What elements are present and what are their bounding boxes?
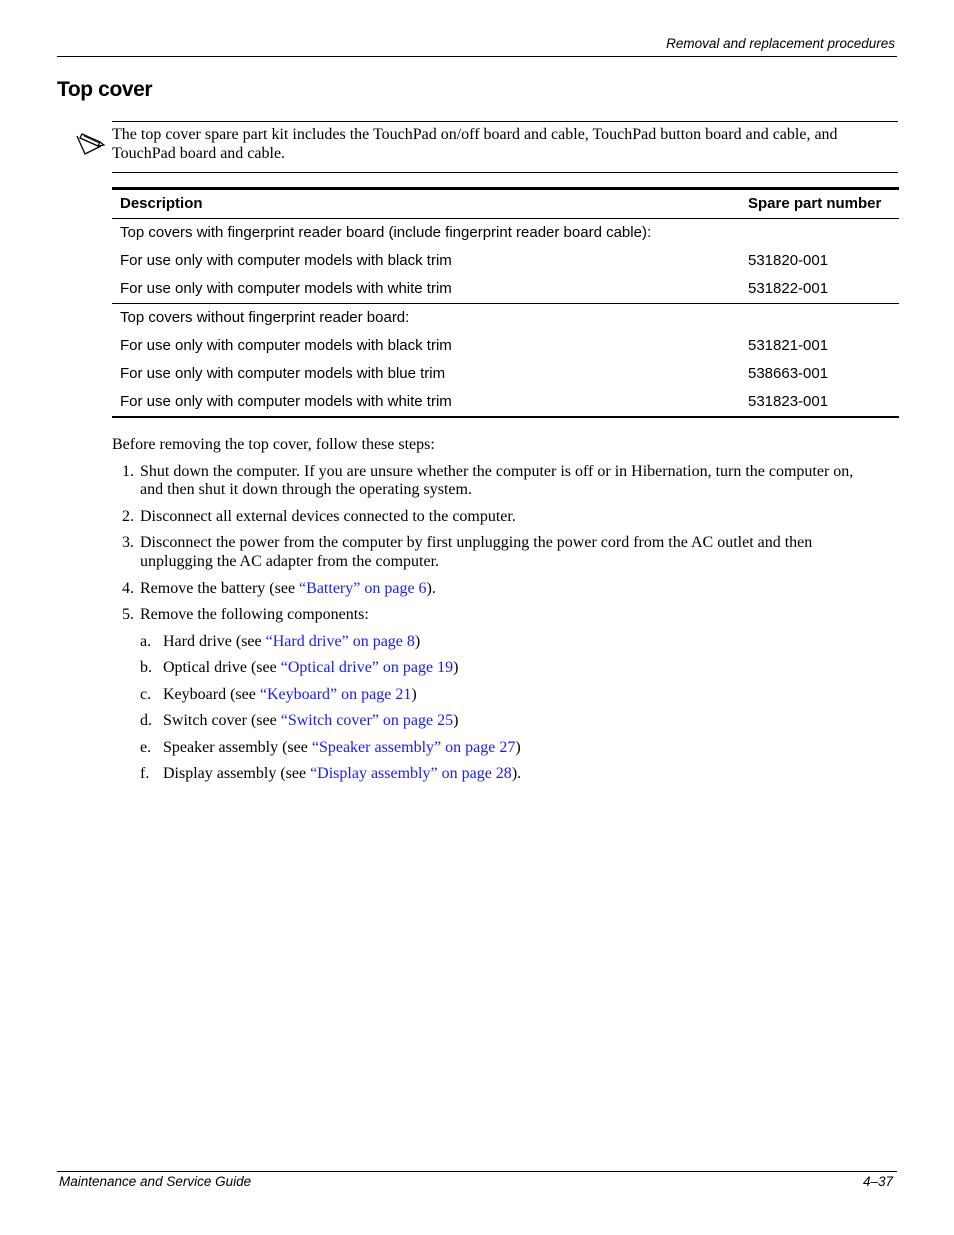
footer-rule [57, 1171, 897, 1172]
substep-text: Switch cover (see “Switch cover” on page 25) [163, 712, 459, 729]
note-rule-top [112, 121, 898, 122]
table-header-row [112, 190, 899, 218]
substep-text: Speaker assembly (see “Speaker assembly” on page 27) [163, 739, 521, 756]
speaker-assembly-link[interactable]: “Speaker assembly” on page 27 [311, 739, 516, 756]
substep-letter: a. [140, 633, 152, 650]
step-text: Disconnect all external devices connected to the computer. [140, 508, 516, 525]
step-text: Remove the following components: [140, 606, 369, 623]
step-number: 4. [122, 580, 134, 597]
table-row: For use only with computer models with black trim 531821-001 [120, 337, 829, 354]
substep-text: Keyboard (see “Keyboard” on page 21) [163, 686, 417, 703]
table-bottom-rule [112, 416, 899, 418]
intro-text: Before removing the top cover, follow these steps: [112, 436, 435, 453]
note-pencil-icon [74, 128, 106, 160]
footer-page-number: 4–37 [862, 1174, 893, 1189]
step-text: Disconnect the power from the computer by first unplugging the power cord from the AC outlet and then [140, 534, 813, 551]
table-row: For use only with computer models with white trim 531822-001 [120, 280, 829, 297]
header-spare-part-number: Spare part number [748, 195, 882, 212]
substep-text: Optical drive (see “Optical drive” on page 19) [163, 659, 459, 676]
step-number: 5. [122, 606, 134, 623]
substep-text: Display assembly (see “Display assembly” on page 28). [163, 765, 522, 782]
footer-guide-title: Maintenance and Service Guide [59, 1174, 252, 1189]
step-number: 2. [122, 508, 134, 525]
battery-link[interactable]: “Battery” on page 6 [299, 580, 427, 597]
table-group-heading: Top covers without fingerprint reader board: [120, 309, 410, 326]
substep-text: Hard drive (see “Hard drive” on page 8) [163, 633, 421, 650]
step-text: unplugging the AC adapter from the computer. [140, 553, 440, 570]
keyboard-link[interactable]: “Keyboard” on page 21 [259, 686, 412, 703]
spare-parts-table [112, 187, 899, 418]
substep-letter: f. [140, 765, 150, 782]
step-number: 3. [122, 534, 134, 551]
note-text: The top cover spare part kit includes the TouchPad on/off board and cable, TouchPad button board and cable, and TouchPad board and cable. [112, 126, 838, 162]
table-group-heading: Top covers with fingerprint reader board (include fingerprint reader board cable): [120, 224, 652, 241]
hard-drive-link[interactable]: “Hard drive” on page 8 [265, 633, 415, 650]
optical-drive-link[interactable]: “Optical drive” on page 19 [280, 659, 454, 676]
step-text: Remove the battery (see “Battery” on page 6). [140, 580, 436, 597]
note-rule-bottom [112, 172, 898, 173]
table-row: For use only with computer models with black trim 531820-001 [120, 252, 829, 269]
switch-cover-link[interactable]: “Switch cover” on page 25 [280, 712, 454, 729]
step-text: Shut down the computer. If you are unsure whether the computer is off or in Hibernation, turn the computer on, [140, 463, 854, 480]
substep-letter: b. [140, 659, 152, 676]
substep-letter: c. [140, 686, 152, 703]
step-number: 1. [122, 463, 134, 480]
table-row: For use only with computer models with white trim 531823-001 [120, 393, 829, 410]
substep-letter: e. [140, 739, 152, 756]
page-title: Top cover [57, 78, 153, 101]
substep-letter: d. [140, 712, 152, 729]
display-assembly-link[interactable]: “Display assembly” on page 28 [310, 765, 512, 782]
header-rule [57, 56, 897, 57]
running-header: Removal and replacement procedures [666, 36, 895, 51]
step-text: and then shut it down through the operating system. [140, 481, 472, 498]
header-description: Description [120, 195, 203, 212]
table-row: For use only with computer models with blue trim 538663-001 [120, 365, 829, 382]
